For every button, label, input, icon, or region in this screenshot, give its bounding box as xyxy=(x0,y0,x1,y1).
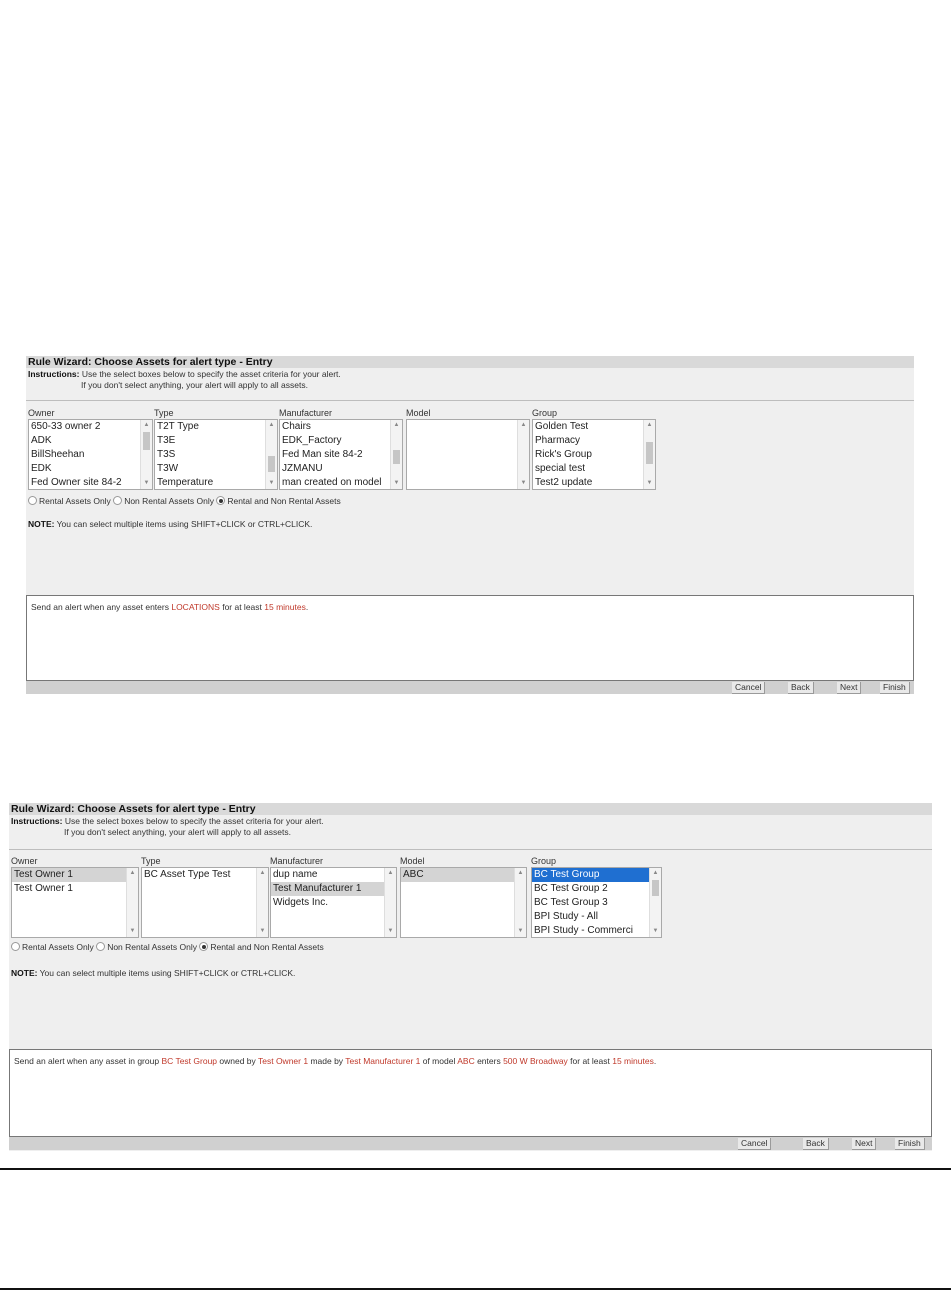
list-item[interactable]: T2T Type xyxy=(157,421,199,432)
cancel-button[interactable]: Cancel xyxy=(732,682,765,694)
list-item[interactable]: T3S xyxy=(157,449,176,460)
back-button[interactable]: Back xyxy=(803,1138,829,1150)
owner-column xyxy=(28,408,153,490)
note xyxy=(28,519,312,529)
group-link[interactable]: BC Test Group xyxy=(161,1056,218,1066)
instructions-line-2: If you don't select anything, your alert will apply to all assets. xyxy=(64,827,291,837)
list-item[interactable]: Test Owner 1 xyxy=(14,883,73,894)
back-button[interactable]: Back xyxy=(788,682,814,694)
owner-link[interactable]: Test Owner 1 xyxy=(258,1056,309,1066)
note-text: You can select multiple items using SHIFT+CLICK or CTRL+CLICK. xyxy=(39,968,296,978)
next-button[interactable]: Next xyxy=(837,682,861,694)
scroll-up-icon[interactable]: ▲ xyxy=(259,870,266,876)
scrollbar[interactable] xyxy=(265,420,277,489)
scroll-thumb[interactable] xyxy=(646,442,653,464)
description-text: for at least xyxy=(567,1056,613,1066)
scroll-down-icon[interactable]: ▼ xyxy=(387,928,394,934)
scroll-up-icon[interactable]: ▲ xyxy=(646,422,653,428)
model-listbox[interactable] xyxy=(406,419,530,490)
location-link[interactable]: LOCATIONS xyxy=(171,602,220,612)
model-label: Model xyxy=(400,856,425,866)
manufacturer-column xyxy=(270,856,397,938)
list-item[interactable]: BPI Study - Commerci xyxy=(534,925,633,936)
list-item[interactable]: T3W xyxy=(157,463,179,474)
manufacturer-link[interactable]: Test Manufacturer 1 xyxy=(345,1056,421,1066)
note-label: NOTE: xyxy=(28,519,55,529)
page-divider xyxy=(0,1168,951,1170)
duration-link[interactable]: 15 minutes xyxy=(612,1056,654,1066)
scroll-thumb[interactable] xyxy=(268,456,275,472)
list-item[interactable]: Fed Owner site 84-2 xyxy=(31,477,122,488)
model-link[interactable]: ABC xyxy=(457,1056,475,1066)
scrollbar[interactable] xyxy=(643,420,655,489)
list-item[interactable]: special test xyxy=(535,463,586,474)
list-item[interactable]: dup name xyxy=(273,869,318,880)
scroll-down-icon[interactable]: ▼ xyxy=(646,480,653,486)
rental-and-non-rental-radio[interactable] xyxy=(216,496,225,505)
scroll-thumb[interactable] xyxy=(393,450,400,464)
scroll-up-icon[interactable]: ▲ xyxy=(129,870,136,876)
note-label: NOTE: xyxy=(11,968,38,978)
list-item[interactable]: BC Test Group 2 xyxy=(534,883,608,894)
scrollbar[interactable] xyxy=(256,868,268,937)
scroll-up-icon[interactable]: ▲ xyxy=(143,422,150,428)
scrollbar[interactable] xyxy=(384,868,396,937)
divider xyxy=(9,849,932,850)
list-item[interactable]: ABC xyxy=(401,868,526,882)
manufacturer-label: Manufacturer xyxy=(279,408,333,418)
list-item[interactable]: Golden Test xyxy=(535,421,589,432)
owner-listbox[interactable] xyxy=(11,867,139,938)
divider xyxy=(26,400,914,401)
scroll-down-icon[interactable]: ▼ xyxy=(393,480,400,486)
radio-label: Rental Assets Only xyxy=(39,496,111,506)
type-listbox[interactable] xyxy=(141,867,269,938)
description-text: . xyxy=(305,602,309,612)
list-item[interactable]: Test Owner 1 xyxy=(12,868,138,882)
note-text: You can select multiple items using SHIFT+CLICK or CTRL+CLICK. xyxy=(56,519,313,529)
non-rental-only-radio[interactable] xyxy=(96,942,105,951)
scroll-down-icon[interactable]: ▼ xyxy=(520,480,527,486)
rental-radio-group xyxy=(11,942,324,952)
group-column xyxy=(532,408,656,490)
scrollbar[interactable] xyxy=(126,868,138,937)
rental-only-radio[interactable] xyxy=(11,942,20,951)
list-item[interactable]: EDK_Factory xyxy=(282,435,342,446)
owner-label: Owner xyxy=(11,856,38,866)
list-item[interactable]: T3E xyxy=(157,435,176,446)
owner-column xyxy=(11,856,139,938)
scroll-up-icon[interactable]: ▲ xyxy=(268,422,275,428)
button-bar xyxy=(26,681,914,694)
scroll-down-icon[interactable]: ▼ xyxy=(268,480,275,486)
manufacturer-label: Manufacturer xyxy=(270,856,324,866)
button-bar xyxy=(9,1137,932,1150)
wizard-title: Rule Wizard: Choose Assets for alert type - Entry xyxy=(26,356,914,368)
scroll-thumb[interactable] xyxy=(143,432,150,450)
list-item[interactable]: BC Asset Type Test xyxy=(144,869,231,880)
list-item[interactable]: BillSheehan xyxy=(31,449,85,460)
manufacturer-listbox[interactable] xyxy=(270,867,397,938)
location-link[interactable]: 500 W Broadway xyxy=(503,1056,568,1066)
list-item[interactable]: Test Manufacturer 1 xyxy=(271,882,396,896)
list-item[interactable]: BC Test Group xyxy=(532,868,661,882)
instructions-line-1: Use the select boxes below to specify the asset criteria for your alert. xyxy=(64,816,324,826)
finish-button[interactable]: Finish xyxy=(895,1138,925,1150)
radio-label: Rental and Non Rental Assets xyxy=(227,496,341,506)
instructions xyxy=(28,369,341,391)
description-text: for at least xyxy=(219,602,265,612)
instructions-label: Instructions: xyxy=(28,369,80,379)
scrollbar[interactable] xyxy=(514,868,526,937)
list-item[interactable]: Rick's Group xyxy=(535,449,592,460)
description-text: owned by xyxy=(217,1056,258,1066)
rule-wizard-panel-2 xyxy=(9,803,932,1151)
list-item[interactable]: Fed Man site 84-2 xyxy=(282,449,363,460)
finish-button[interactable]: Finish xyxy=(880,682,910,694)
next-button[interactable]: Next xyxy=(852,1138,876,1150)
description-text: . xyxy=(653,1056,657,1066)
list-item[interactable]: Chairs xyxy=(282,421,311,432)
rental-radio-group xyxy=(28,496,341,506)
list-item[interactable]: man created on model xyxy=(282,477,382,488)
type-listbox[interactable] xyxy=(154,419,278,490)
cancel-button[interactable]: Cancel xyxy=(738,1138,771,1150)
scroll-down-icon[interactable]: ▼ xyxy=(259,928,266,934)
instructions-line-2: If you don't select anything, your alert will apply to all assets. xyxy=(81,380,308,390)
scroll-up-icon[interactable]: ▲ xyxy=(517,870,524,876)
description-text: enters xyxy=(474,1056,504,1066)
type-column xyxy=(154,408,278,490)
scroll-down-icon[interactable]: ▼ xyxy=(129,928,136,934)
model-listbox[interactable] xyxy=(400,867,527,938)
note xyxy=(11,968,295,978)
rental-only-radio[interactable] xyxy=(28,496,37,505)
owner-label: Owner xyxy=(28,408,55,418)
scroll-down-icon[interactable]: ▼ xyxy=(517,928,524,934)
list-item[interactable]: Pharmacy xyxy=(535,435,581,446)
group-listbox[interactable] xyxy=(532,419,656,490)
manufacturer-column xyxy=(279,408,403,490)
scroll-up-icon[interactable]: ▲ xyxy=(652,870,659,876)
list-item[interactable]: ADK xyxy=(31,435,52,446)
scroll-up-icon[interactable]: ▲ xyxy=(393,422,400,428)
scrollbar[interactable] xyxy=(390,420,402,489)
type-label: Type xyxy=(154,408,174,418)
scroll-down-icon[interactable]: ▼ xyxy=(143,480,150,486)
instructions xyxy=(11,816,324,838)
type-column xyxy=(141,856,269,938)
description-text: of model xyxy=(420,1056,458,1066)
scroll-down-icon[interactable]: ▼ xyxy=(652,928,659,934)
description-text: Send an alert when any asset in group xyxy=(14,1056,162,1066)
scroll-up-icon[interactable]: ▲ xyxy=(520,422,527,428)
scrollbar[interactable] xyxy=(140,420,152,489)
duration-link[interactable]: 15 minutes xyxy=(264,602,306,612)
owner-listbox[interactable] xyxy=(28,419,153,490)
description-text: Send an alert when any asset enters xyxy=(31,602,172,612)
list-item[interactable]: BPI Study - All xyxy=(534,911,598,922)
instructions-label: Instructions: xyxy=(11,816,63,826)
page-divider xyxy=(0,1288,951,1290)
group-listbox[interactable] xyxy=(531,867,662,938)
group-label: Group xyxy=(532,408,558,418)
list-item[interactable]: Widgets Inc. xyxy=(273,897,329,908)
list-item[interactable]: Test2 update xyxy=(535,477,593,488)
group-label: Group xyxy=(531,856,557,866)
rental-and-non-rental-radio[interactable] xyxy=(199,942,208,951)
radio-label: Non Rental Assets Only xyxy=(124,496,214,506)
description-text: made by xyxy=(308,1056,346,1066)
non-rental-only-radio[interactable] xyxy=(113,496,122,505)
scrollbar[interactable] xyxy=(649,868,661,937)
list-item[interactable]: Temperature xyxy=(157,477,214,488)
rule-description-box xyxy=(9,1049,932,1137)
scrollbar[interactable] xyxy=(517,420,529,489)
radio-label: Non Rental Assets Only xyxy=(107,942,197,952)
group-column xyxy=(531,856,662,938)
scroll-up-icon[interactable]: ▲ xyxy=(387,870,394,876)
list-item[interactable]: BC Test Group 3 xyxy=(534,897,608,908)
wizard-title: Rule Wizard: Choose Assets for alert type - Entry xyxy=(9,803,932,815)
model-column xyxy=(406,408,530,490)
scroll-thumb[interactable] xyxy=(652,880,659,896)
manufacturer-listbox[interactable] xyxy=(279,419,403,490)
instructions-line-1: Use the select boxes below to specify the asset criteria for your alert. xyxy=(81,369,341,379)
rule-wizard-panel-1 xyxy=(26,356,914,694)
type-label: Type xyxy=(141,856,161,866)
list-item[interactable]: EDK xyxy=(31,463,52,474)
radio-label: Rental and Non Rental Assets xyxy=(210,942,324,952)
radio-label: Rental Assets Only xyxy=(22,942,94,952)
list-item[interactable]: 650-33 owner 2 xyxy=(31,421,101,432)
rule-description-box xyxy=(26,595,914,681)
model-label: Model xyxy=(406,408,431,418)
model-column xyxy=(400,856,527,938)
list-item[interactable]: JZMANU xyxy=(282,463,323,474)
